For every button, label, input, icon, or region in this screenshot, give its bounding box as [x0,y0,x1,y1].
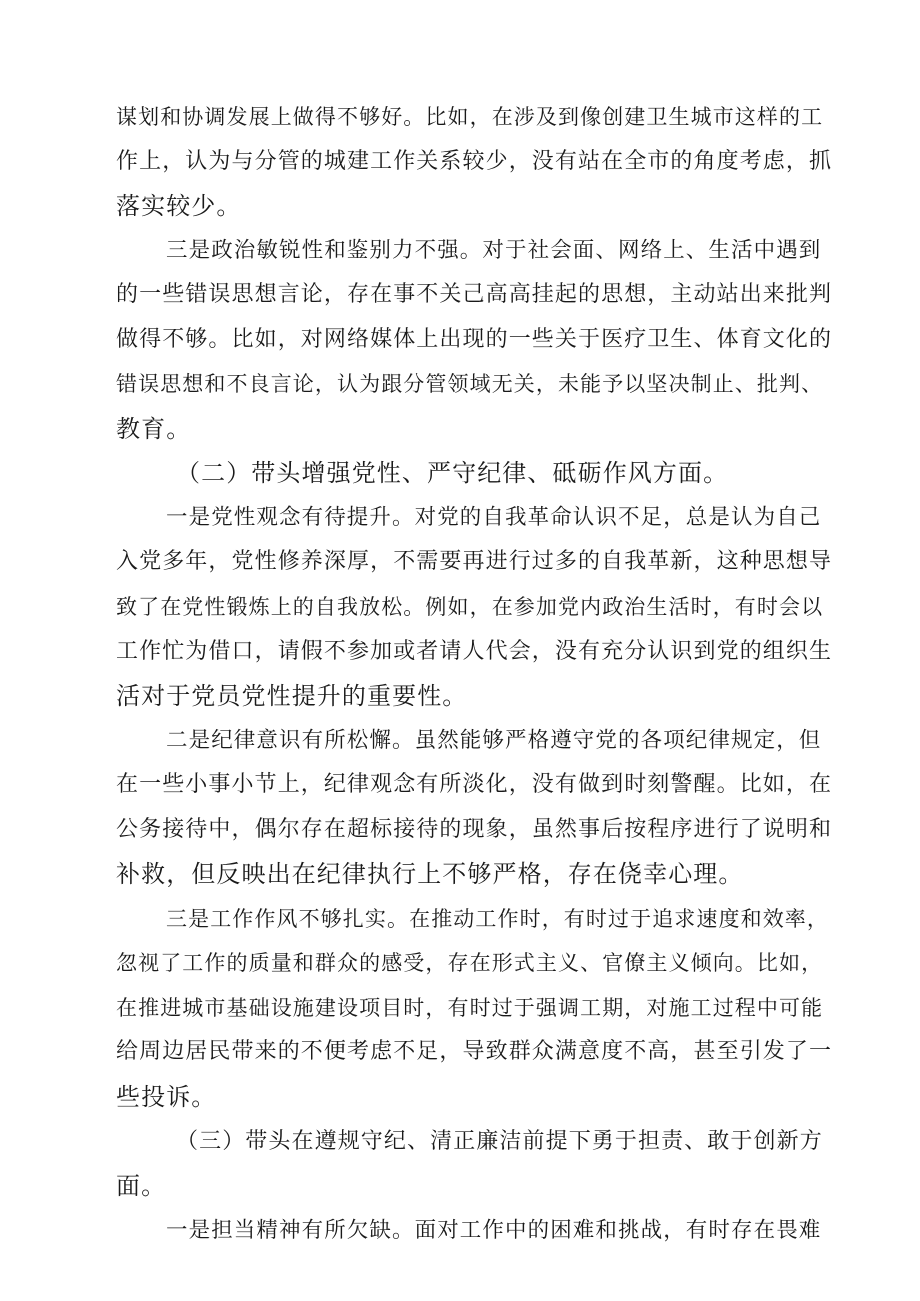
text-line: 给周边居民带来的不便考虑不足，导致群众满意度不高，甚至引发了一 [116,1039,833,1065]
text-line: 入党多年，党性修养深厚，不需要再进行过多的自我革新，这种思想导 [116,549,833,575]
paragraph-start: 二是纪律意识有所松懈。虽然能够严格遵守党的各项纪律规定，但 [166,727,822,753]
text-line: 活对于党员党性提升的重要性。 [116,682,468,711]
text-line: 落实较少。 [116,192,242,221]
text-line: 在推进城市基础设施建设项目时，有时过于强调工期，对施工过程中可能 [116,995,824,1020]
text-line: 忽视了工作的质量和群众的感受，存在形式主义、官僚主义倾向。比如， [116,951,824,976]
text-line: 谋划和协调发展上做得不够好。比如，在涉及到像创建卫生城市这样的工 [116,105,824,129]
text-line: 补救，但反映出在纪律执行上不够严格，存在侥幸心理。 [116,860,744,889]
paragraph-start: 三是政治敏锐性和鉴别力不强。对于社会面、网络上、生活中遇到 [166,237,822,263]
text-line: 致了在党性锻炼上的自我放松。例如，在参加党内政治生活时，有时会以 [116,595,824,620]
text-line: 工作忙为借口，请假不参加或者请人代会，没有充分认识到党的组织生 [116,638,833,664]
text-line: 面。 [116,1172,167,1201]
text-line: 的一些错误思想言论，存在事不关己高高挂起的思想，主动站出来批判 [116,282,833,308]
paragraph-start: 一是党性观念有待提升。对党的自我革命认识不足，总是认为自己 [166,504,822,530]
text-line: 作上，认为与分管的城建工作关系较少，没有站在全市的角度考虑，抓 [116,148,833,174]
paragraph-start: 三是工作作风不够扎实。在推动工作时，有时过于追求速度和效率， [166,906,829,931]
text-line: 些投诉。 [116,1083,217,1112]
section-heading: （二）带头增强党性、严守纪律、砥砺作风方面。 [176,459,729,488]
text-line: 在一些小事小节上，纪律观念有所淡化，没有做到时刻警醒。比如，在 [116,772,833,798]
paragraph-start: 一是担当精神有所欠缺。面对工作中的困难和挑战，有时存在畏难 [166,1217,822,1243]
document-page [116,95,832,1253]
text-line: 错误思想和不良言论，认为跟分管领域无关，未能予以坚决制止、批判、 [116,372,824,397]
text-line: 公务接待中，偶尔存在超标接待的现象，虽然事后按程序进行了说明和 [116,816,833,842]
text-line: 做得不够。比如，对网络媒体上出现的一些关于医疗卫生、体育文化的 [116,326,833,352]
text-line: 教育。 [116,414,192,443]
section-heading: （三）带头在遵规守纪、清正廉洁前提下勇于担责、敢于创新方 [176,1128,823,1154]
